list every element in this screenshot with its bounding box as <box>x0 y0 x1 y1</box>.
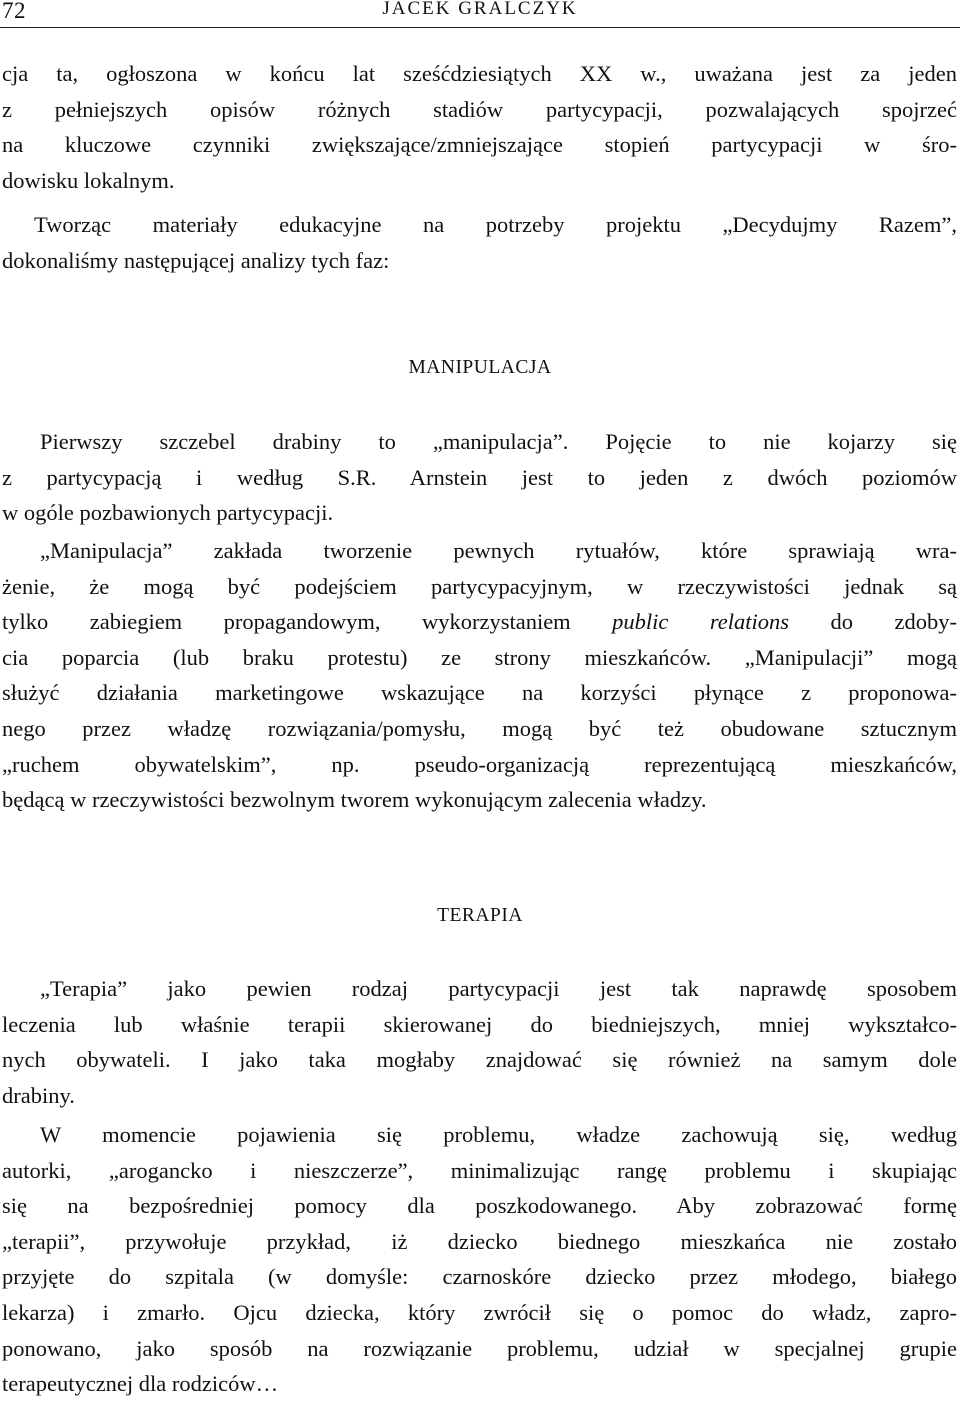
text-line: na kluczowe czynniki zwiększające/zmniejszające stopień partycypacji w śro- <box>2 132 957 158</box>
text-line: „Manipulacja” zakłada tworzenie pewnych rytuałów, które sprawiają wra- <box>40 538 957 563</box>
text-line: „ruchem obywatelskim”, np. pseudo-organizacją reprezentującą mieszkańców, <box>2 751 957 777</box>
text-line: z partycypacją i według S.R. Arnstein jest to jeden z dwóch poziomów <box>2 464 957 490</box>
text-line: nego przez władzę rozwiązania/pomysłu, mogą być też obudowane sztucznym <box>2 715 957 741</box>
text-line: ponowano, jako sposób na rozwiązanie problemu, udział w specjalnej grupie <box>2 1335 957 1361</box>
text-line: przyjęte do szpitala (w domyśle: czarnoskóre dziecko przez młodego, białego <box>2 1264 957 1290</box>
text-line: „Terapia” jako pewien rodzaj partycypacji jest tak naprawdę sposobem <box>40 976 957 1001</box>
text-line: terapeutycznej dla rodziców… <box>2 1371 279 1397</box>
text-line: się na bezpośredniej pomocy dla poszkodowanego. Aby zobrazować formę <box>2 1193 957 1219</box>
text-line: cia poparcia (lub braku protestu) ze strony mieszkańców. „Manipulacji” mogą <box>2 644 957 670</box>
text-line: leczenia lub właśnie terapii skierowanej do biedniejszych, mniej wykształco- <box>2 1011 957 1037</box>
text-line: Pierwszy szczebel drabiny to „manipulacja”. Pojęcie to nie kojarzy się <box>40 429 957 454</box>
text-line: żenie, że mogą być podejściem partycypacyjnym, w rzeczywistości jednak są <box>2 573 957 599</box>
text-line: z pełniejszych opisów różnych stadiów partycypacji, pozwalających spojrzeć <box>2 96 957 122</box>
text-line: w ogóle pozbawionych partycypacji. <box>2 500 334 526</box>
page-number: 72 <box>2 0 26 23</box>
paragraph-manipulacja-2 <box>2 533 957 818</box>
paragraph-intro-continuation <box>2 56 957 198</box>
text-line: autorki, „arogancko i nieszczerze”, minimalizując rangę problemu i skupiając <box>2 1157 957 1183</box>
text-line: służyć działania marketingowe wskazujące na korzyści płynące z proponowa- <box>2 680 957 706</box>
text-line: dokonaliśmy następującej analizy tych faz: <box>2 247 390 273</box>
text-line <box>2 604 957 640</box>
text-run: tylko zabiegiem propagandowym, wykorzystaniem <box>2 609 613 635</box>
running-head: JACEK GRALCZYK <box>382 0 578 19</box>
page-header <box>0 0 960 30</box>
text-line: lekarza) i zmarło. Ojcu dziecka, który zwrócił się o pomoc do władz, zapro- <box>2 1299 957 1325</box>
text-run: do zdoby- <box>789 609 957 635</box>
paragraph-intro-analysis <box>2 207 957 278</box>
header-rule <box>0 27 960 28</box>
paragraph-terapia-2 <box>2 1117 957 1402</box>
paragraph-terapia-1 <box>2 971 957 1113</box>
text-line: Tworząc materiały edukacyjne na potrzeby projektu „Decydujmy Razem”, <box>34 212 957 237</box>
text-line: cja ta, ogłoszona w końcu lat sześćdziesiątych XX w., uważana jest za jeden <box>2 61 957 86</box>
text-line: dowisku lokalnym. <box>2 167 175 193</box>
section-heading-manipulacja: MANIPULACJA <box>408 357 552 378</box>
emphasis-text: public relations <box>612 609 790 635</box>
section-heading-terapia: TERAPIA <box>437 905 523 926</box>
paragraph-manipulacja-1 <box>2 424 957 531</box>
text-line: drabiny. <box>2 1082 75 1108</box>
text-line: „terapii”, przywołuje przykład, iż dziecko biednego mieszkańca nie zostało <box>2 1228 957 1254</box>
text-line: nych obywateli. I jako taka mogłaby znajdować się również na samym dole <box>2 1047 957 1073</box>
text-line: będącą w rzeczywistości bezwolnym tworem wykonującym zalecenia władzy. <box>2 787 707 813</box>
text-line: W momencie pojawienia się problemu, władze zachowują się, według <box>40 1122 957 1147</box>
